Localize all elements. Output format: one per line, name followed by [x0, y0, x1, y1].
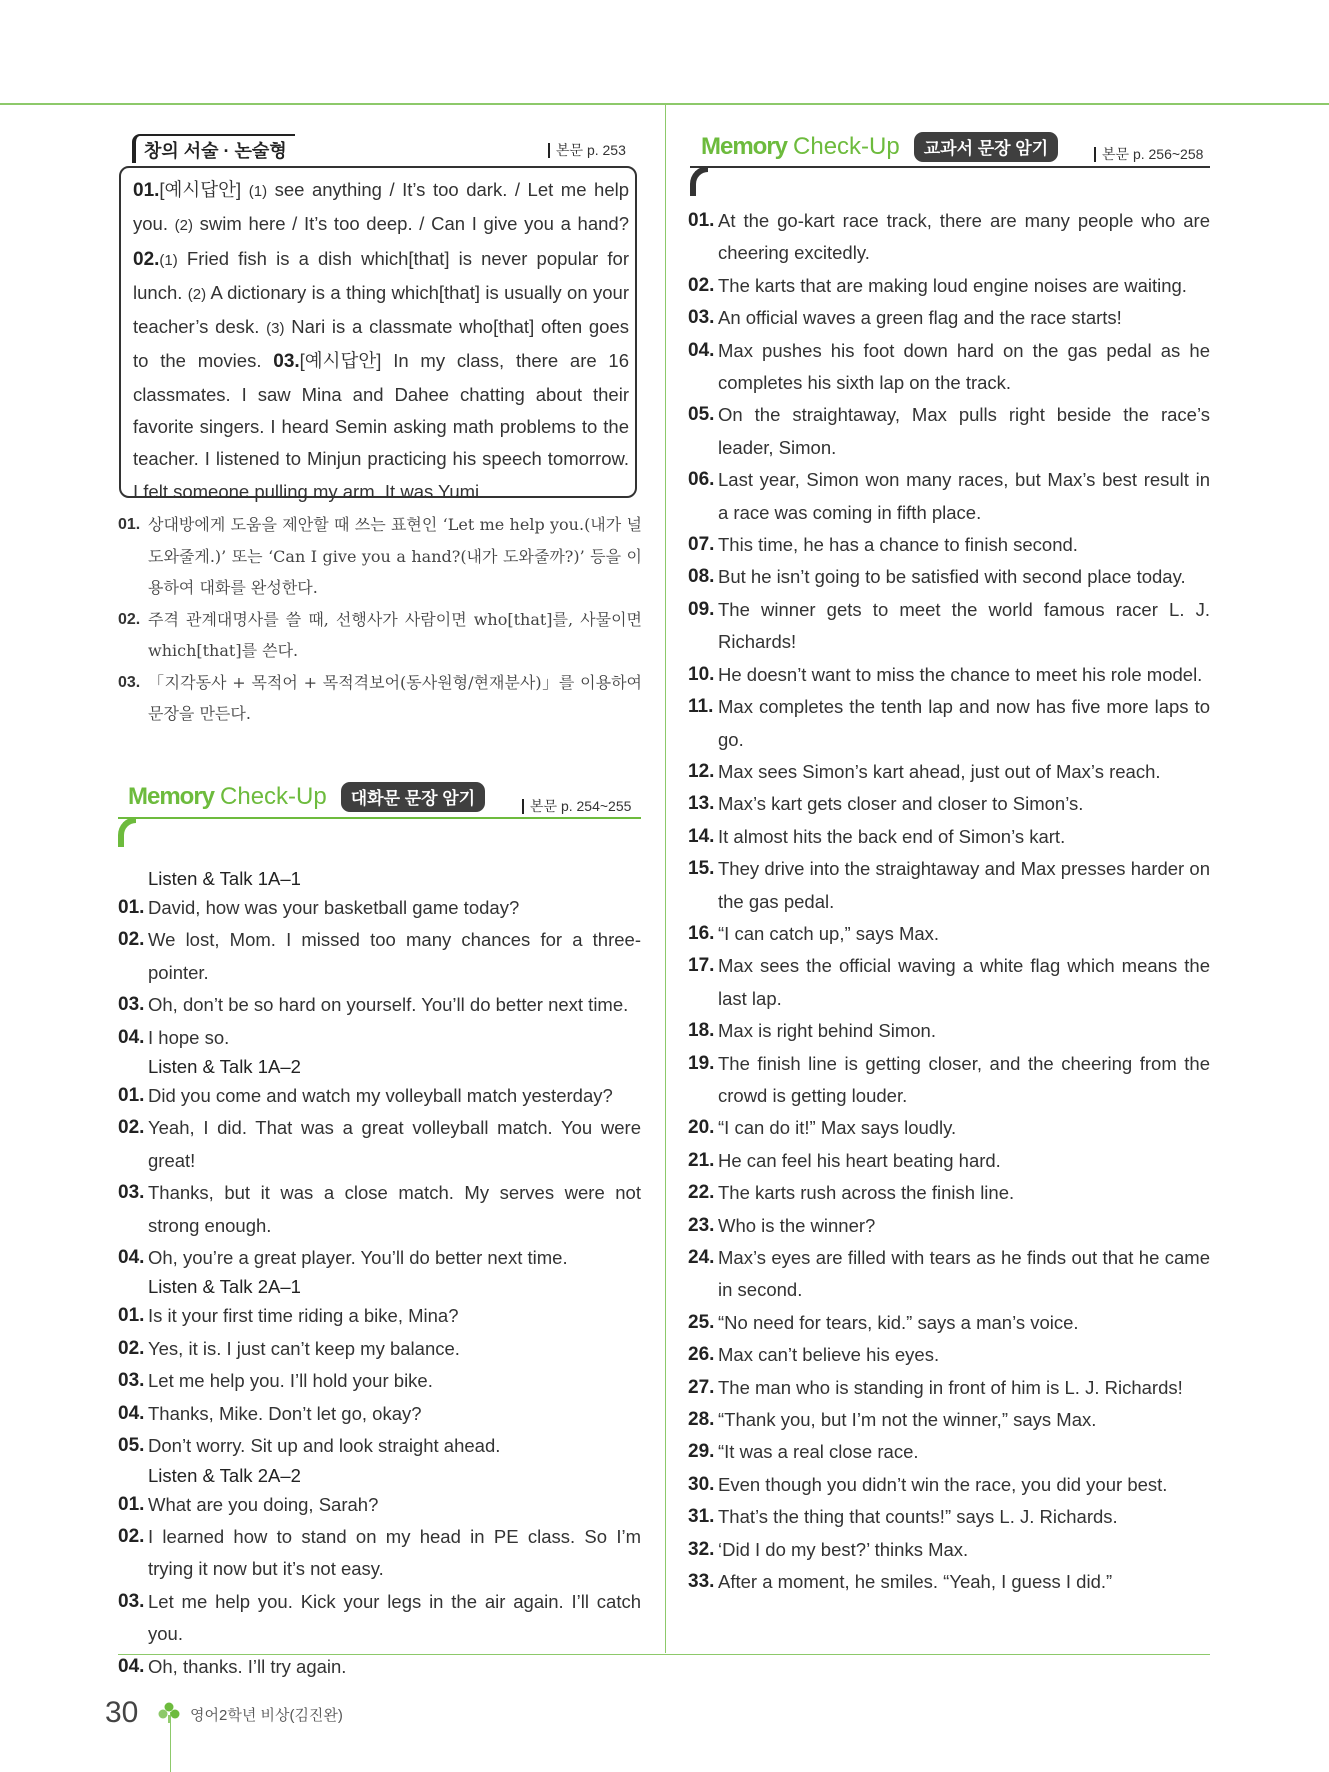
explanation-notes	[118, 509, 642, 730]
item-number: 04.	[118, 1402, 145, 1424]
item-text: I learned how to stand on my head in PE class. So I’m trying it now but it’s not easy.	[148, 1525, 641, 1580]
item-number: 13.	[688, 793, 715, 815]
item-text: After a moment, he smiles. “Yeah, I guess I did.”	[718, 1571, 1113, 1593]
item-number: 03.	[118, 1590, 145, 1612]
list-item	[688, 918, 1210, 950]
list-item	[688, 205, 1210, 270]
list-item	[688, 464, 1210, 529]
item-number: 03.	[688, 307, 715, 329]
item-number: 01.	[118, 1085, 145, 1107]
item-text: Max is right behind Simon.	[718, 1020, 936, 1042]
list-item	[688, 561, 1210, 593]
answer-02-1-text: Fried fish is a dish which[that] is never popular for lunch.	[133, 247, 629, 303]
page-ref-256: 본문 p. 256~258	[1094, 147, 1203, 162]
list-item	[688, 399, 1210, 464]
item-text: “I can catch up,” says Max.	[718, 922, 940, 944]
list-item	[688, 1048, 1210, 1113]
answer-01-label: [예시답안]	[159, 179, 249, 200]
answer-num-01: 01.	[133, 180, 160, 201]
note-text: 상대방에게 도움을 제안할 때 쓰는 표현인 ‘Let me help you.(내가 널 도와줄게.)’ 또는 ‘Can I give you a hand?(내가 도와줄까?)’ 등을 이용하여 대화를 완성한다.	[148, 515, 642, 597]
list-item	[688, 302, 1210, 334]
answer-box-text	[133, 174, 629, 508]
dialogue-section-title: Listen & Talk 1A–2	[148, 1056, 301, 1078]
note-number: 01.	[118, 516, 141, 533]
memory-label: Memory	[701, 133, 788, 160]
memory-header-textbook	[701, 132, 1058, 162]
list-item	[688, 1112, 1210, 1144]
item-text: “I can do it!” Max says loudly.	[718, 1117, 957, 1139]
item-text: What are you doing, Sarah?	[148, 1493, 379, 1515]
item-text: Yeah, I did. That was a great volleyball match. You were great!	[148, 1117, 641, 1171]
item-number: 26.	[688, 1344, 715, 1366]
item-text: I hope so.	[148, 1026, 230, 1048]
answer-num-03: 03.	[273, 351, 300, 373]
list-item	[118, 1333, 641, 1365]
item-number: 04.	[118, 1247, 145, 1269]
item-number: 23.	[688, 1214, 715, 1236]
list-item	[688, 1534, 1210, 1566]
item-number: 03.	[118, 1370, 145, 1392]
item-number: 31.	[688, 1506, 715, 1528]
list-item	[688, 1210, 1210, 1242]
list-item	[688, 1307, 1210, 1339]
item-text: The winner gets to meet the world famous racer L. J. Richards!	[718, 598, 1210, 653]
item-text: The finish line is getting closer, and the cheering from the crowd is getting louder.	[718, 1052, 1210, 1106]
item-number: 25.	[688, 1311, 715, 1333]
note-text: 주격 관계대명사를 쓸 때, 선행사가 사람이면 who[that]를, 사물이면 which[that]를 쓴다.	[148, 609, 642, 660]
list-item	[688, 1436, 1210, 1468]
page-number: 30	[105, 1696, 139, 1729]
memory-header-dialogue	[128, 782, 485, 812]
answer-02-3-text: Nari is a classmate who[that] often goes to the movies.	[133, 316, 629, 372]
item-text: Max pushes his foot down hard on the gas pedal as he completes his sixth lap on the track.	[718, 339, 1210, 394]
item-text: Max completes the tenth lap and now has five more laps to go.	[718, 696, 1210, 750]
list-item	[688, 1501, 1210, 1533]
list-item	[118, 1521, 641, 1586]
item-number: 28.	[688, 1409, 715, 1431]
item-text: David, how was your basketball game today?	[148, 897, 520, 918]
item-text: That’s the thing that counts!” says L. J. Richards.	[718, 1506, 1118, 1528]
answer-02-2-marker: (2)	[187, 285, 207, 303]
item-number: 04.	[688, 339, 715, 361]
answer-01-1-marker: (1)	[248, 183, 268, 200]
item-number: 05.	[688, 404, 715, 426]
item-number: 06.	[688, 469, 715, 491]
list-item	[118, 1080, 641, 1112]
list-item	[688, 335, 1210, 400]
dialogue-section-title: Listen & Talk 2A–1	[148, 1276, 301, 1298]
item-number: 03.	[118, 1182, 145, 1204]
section-title-creative: 창의 서술 · 논술형	[132, 134, 295, 163]
list-item	[688, 1015, 1210, 1047]
item-text: Who is the winner?	[718, 1214, 876, 1236]
list-item	[118, 1242, 641, 1274]
item-text: Yes, it is. I just can’t keep my balance.	[148, 1337, 460, 1359]
list-item	[118, 989, 641, 1021]
item-text: “No need for tears, kid.” says a man’s voice.	[718, 1311, 1079, 1333]
item-text: Thanks, Mike. Don’t let go, okay?	[148, 1402, 422, 1424]
item-number: 24.	[688, 1247, 715, 1268]
list-item	[118, 1177, 641, 1242]
item-text: ‘Did I do my best?’ thinks Max.	[718, 1538, 969, 1560]
list-item	[118, 1022, 641, 1054]
list-item	[688, 853, 1210, 918]
item-text: This time, he has a chance to finish second.	[718, 534, 1078, 556]
answer-02-2-text: A dictionary is a thing which[that] is usually on your teacher’s desk.	[133, 281, 629, 338]
list-item	[688, 1404, 1210, 1436]
item-number: 07.	[688, 534, 715, 556]
item-number: 09.	[688, 598, 715, 620]
item-text: He doesn’t want to miss the chance to meet his role model.	[718, 663, 1203, 685]
note-item	[118, 509, 642, 604]
item-number: 30.	[688, 1473, 715, 1495]
note-number: 02.	[118, 610, 141, 628]
list-item	[118, 1489, 641, 1521]
item-number: 14.	[688, 825, 715, 847]
note-item	[118, 604, 642, 667]
list-item	[688, 659, 1210, 691]
list-item	[688, 1145, 1210, 1177]
list-item	[118, 892, 641, 924]
item-text: The karts rush across the finish line.	[718, 1182, 1015, 1204]
list-item	[688, 950, 1210, 1015]
list-item	[688, 529, 1210, 561]
item-text: At the go-kart race track, there are many people who are cheering excitedly.	[718, 210, 1210, 264]
note-number: 03.	[118, 673, 141, 691]
item-text: Last year, Simon won many races, but Max’s best result in a race was coming in fifth place.	[718, 469, 1210, 523]
item-number: 20.	[688, 1117, 715, 1139]
list-item	[688, 821, 1210, 853]
item-text: “Thank you, but I’m not the winner,” says Max.	[718, 1409, 1097, 1431]
answer-01-1-text: see anything / It’s too dark. / Let me help you.	[133, 179, 630, 235]
list-item	[688, 756, 1210, 788]
answer-03-text: [예시답안] In my class, there are 16 classmates. I saw Mina and Dahee chatting about their favorite singers. I heard Semin asking math problems to the teacher. I listened to Minjun practicing his speech tomorrow. I felt someone pulling my arm. It was Yumi.	[133, 350, 630, 502]
item-number: 04.	[118, 1026, 145, 1048]
item-text: The karts that are making loud engine noises are waiting.	[718, 274, 1187, 296]
item-text: It almost hits the back end of Simon’s kart.	[718, 825, 1066, 847]
item-text: Oh, thanks. I’ll try again.	[148, 1655, 347, 1677]
item-number: 12.	[688, 760, 715, 782]
item-number: 33.	[688, 1571, 715, 1593]
textbook-sentence-list	[688, 205, 1210, 1598]
item-text: Oh, don’t be so hard on yourself. You’ll do better next time.	[148, 994, 629, 1016]
item-text: Max sees Simon’s kart ahead, just out of Max’s reach.	[718, 760, 1161, 782]
list-item	[688, 594, 1210, 659]
item-text: “It was a real close race.	[718, 1441, 919, 1463]
item-text: Max’s kart gets closer and closer to Simon’s.	[718, 793, 1084, 815]
list-item	[688, 1566, 1210, 1598]
memory-hook	[690, 166, 708, 196]
item-text: Don’t worry. Sit up and look straight ahead.	[148, 1435, 501, 1457]
dialogue-list	[118, 866, 641, 1683]
list-item	[118, 1430, 641, 1462]
item-text: They drive into the straightaway and Max presses harder on the gas pedal.	[718, 858, 1210, 912]
item-number: 08.	[688, 566, 715, 588]
item-number: 18.	[688, 1020, 715, 1042]
item-number: 15.	[688, 858, 715, 880]
answer-01-2-text: swim here / It’s too deep. / Can I give you a hand?	[192, 213, 629, 235]
item-text: An official waves a green flag and the race starts!	[718, 307, 1122, 329]
answer-01-2-marker: (2)	[174, 217, 193, 235]
item-number: 02.	[688, 274, 715, 296]
item-text: Oh, you’re a great player. You’ll do better next time.	[148, 1247, 568, 1269]
note-text: 「지각동사 + 목적어 + 목적격보어(동사원형/현재분사)」를 이용하여 문장을 만든다.	[148, 672, 642, 723]
answer-02-1-marker: (1)	[159, 251, 178, 269]
item-number: 02.	[118, 1337, 145, 1359]
item-number: 22.	[688, 1182, 715, 1204]
item-number: 02.	[118, 1525, 145, 1547]
item-text: The man who is standing in front of him is L. J. Richards!	[718, 1376, 1183, 1398]
answer-num-02: 02.	[133, 248, 160, 270]
memory-hook	[118, 817, 136, 847]
item-number: 27.	[688, 1376, 715, 1398]
item-text: He can feel his heart beating hard.	[718, 1149, 1001, 1171]
list-item	[688, 1339, 1210, 1371]
item-number: 16.	[688, 922, 715, 944]
item-number: 01.	[688, 210, 715, 231]
list-item	[688, 788, 1210, 820]
item-text: Let me help you. Kick your legs in the air again. I’ll catch you.	[148, 1590, 641, 1645]
item-number: 05.	[118, 1435, 145, 1457]
dialogue-section-title: Listen & Talk 1A–1	[148, 868, 301, 889]
item-text: Even though you didn’t win the race, you did your best.	[718, 1473, 1168, 1495]
item-text: Is it your first time riding a bike, Mina?	[148, 1305, 459, 1327]
item-text: Let me help you. I’ll hold your bike.	[148, 1370, 433, 1392]
textbook-badge: 교과서 문장 암기	[914, 132, 1058, 162]
item-number: 21.	[688, 1149, 715, 1171]
list-item	[118, 1586, 641, 1651]
item-text: But he isn’t going to be satisfied with second place today.	[718, 566, 1186, 588]
item-number: 10.	[688, 663, 715, 685]
list-item	[118, 1300, 641, 1332]
item-text: Max’s eyes are filled with tears as he finds out that he came in second.	[718, 1247, 1210, 1301]
list-item	[688, 1372, 1210, 1404]
item-number: 02.	[118, 1117, 145, 1139]
memory-label: Memory	[128, 783, 215, 810]
answer-box	[119, 166, 637, 502]
list-item	[118, 924, 641, 989]
item-number: 19.	[688, 1052, 715, 1074]
page-ref-254: 본문 p. 254~255	[522, 799, 631, 814]
book-title: 영어2학년 비상(김진완)	[190, 1707, 343, 1724]
item-text: Thanks, but it was a close match. My serves were not strong enough.	[148, 1182, 641, 1236]
item-number: 32.	[688, 1538, 715, 1560]
item-text: Max can’t believe his eyes.	[718, 1344, 940, 1366]
list-item	[118, 1398, 641, 1430]
list-item	[118, 1365, 641, 1397]
list-item	[118, 1651, 641, 1683]
list-item	[688, 1469, 1210, 1501]
list-item	[118, 1112, 641, 1177]
item-text: We lost, Mom. I missed too many chances for a three-pointer.	[148, 929, 641, 983]
item-number: 03.	[118, 994, 145, 1016]
memory-underline	[118, 817, 641, 819]
item-text: Did you come and watch my volleyball match yesterday?	[148, 1085, 613, 1107]
item-number: 04.	[118, 1655, 145, 1677]
list-item	[688, 1242, 1210, 1307]
clover-icon	[158, 1702, 180, 1724]
item-number: 01.	[118, 897, 145, 918]
column-divider	[665, 103, 666, 1653]
checkup-label: Check-Up	[793, 133, 900, 160]
answer-02-3-marker: (3)	[266, 320, 285, 338]
dialogue-badge: 대화문 문장 암기	[341, 782, 485, 812]
item-number: 17.	[688, 955, 715, 977]
item-text: On the straightaway, Max pulls right beside the race’s leader, Simon.	[718, 404, 1210, 458]
item-number: 01.	[118, 1305, 145, 1327]
page-ref-253: 본문 p. 253	[548, 143, 626, 158]
list-item	[688, 691, 1210, 756]
item-number: 02.	[118, 929, 145, 951]
memory-underline	[690, 166, 1210, 168]
item-number: 01.	[118, 1493, 145, 1515]
list-item	[688, 1177, 1210, 1209]
item-number: 11.	[688, 696, 714, 718]
item-text: Max sees the official waving a white flag which means the last lap.	[718, 955, 1210, 1009]
dialogue-section-title: Listen & Talk 2A–2	[148, 1464, 301, 1486]
checkup-label: Check-Up	[220, 783, 327, 810]
item-number: 29.	[688, 1441, 715, 1463]
note-item	[118, 667, 642, 730]
list-item	[688, 270, 1210, 302]
